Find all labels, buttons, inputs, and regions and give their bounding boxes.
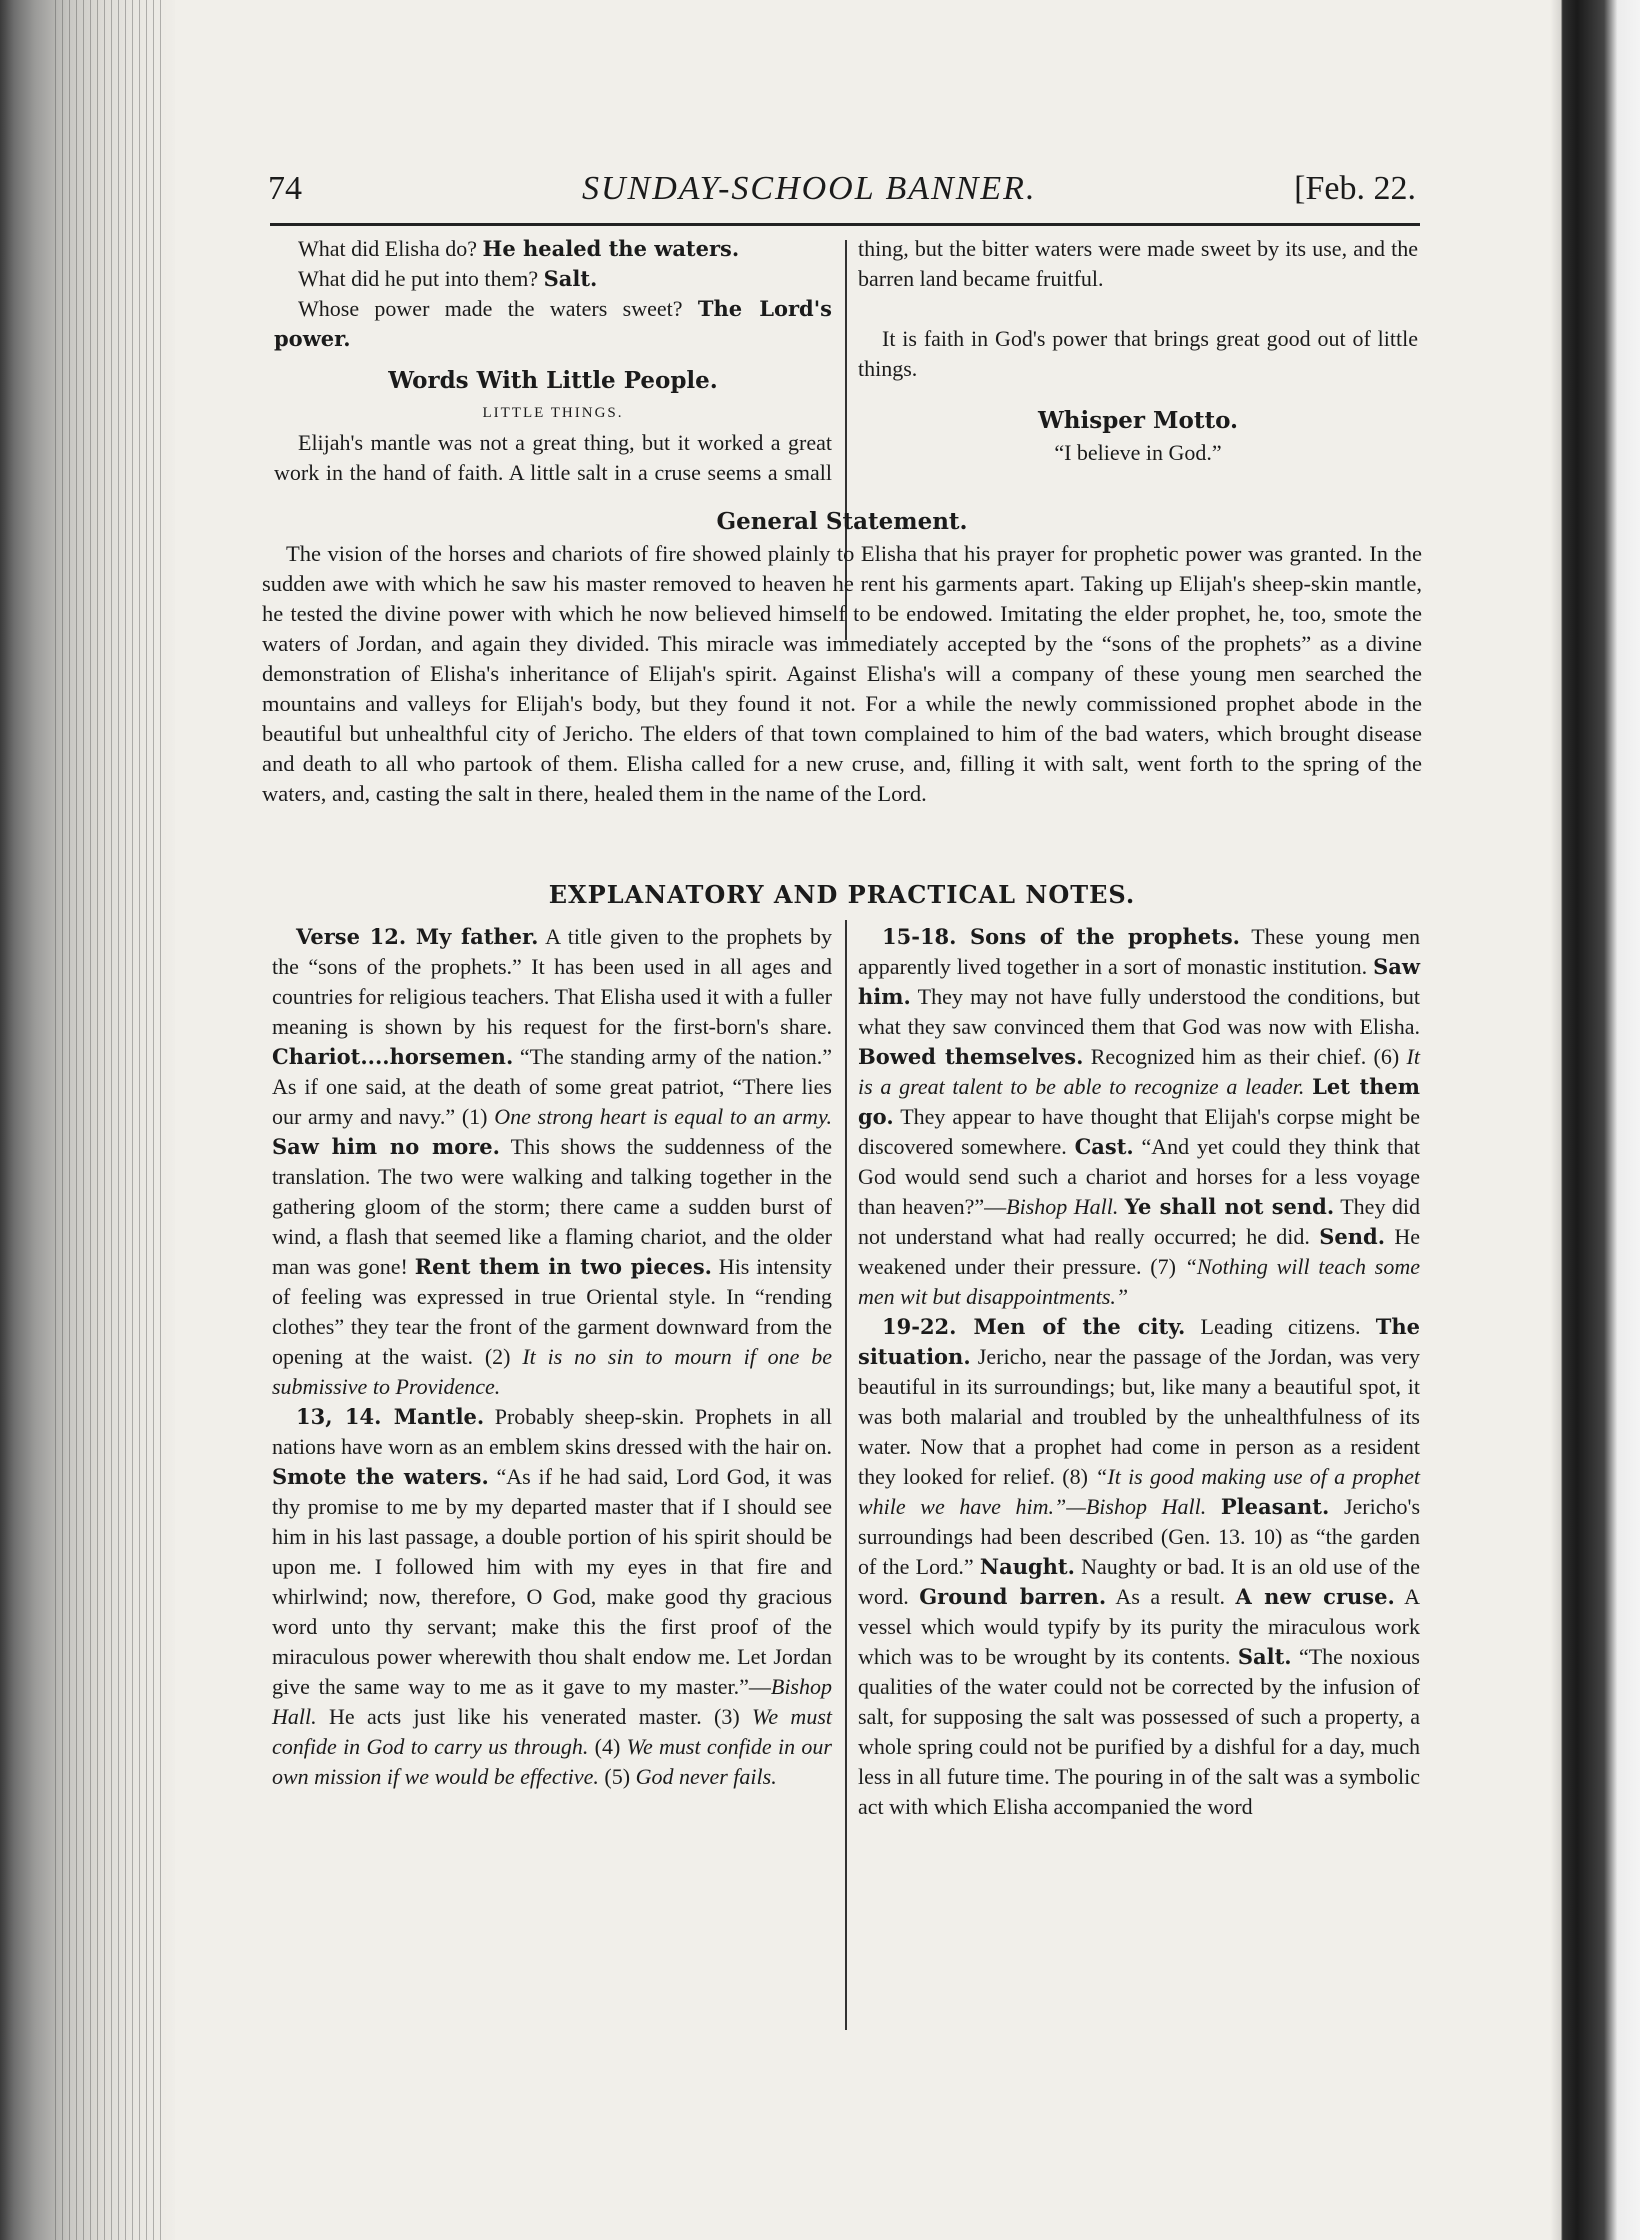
note-keyword: Salt.	[1237, 1644, 1292, 1669]
note-lesson: “Nothing will teach some men wit but disappointments.”	[858, 1254, 1421, 1309]
note-keyword: Naught.	[979, 1554, 1075, 1579]
little-people-heading: Words With Little People.	[388, 367, 718, 394]
book-page	[262, 160, 1422, 2060]
note-paragraph	[272, 922, 832, 1402]
notes-heading: EXPLANATORY AND PRACTICAL NOTES.	[548, 880, 1136, 909]
little-people-subheading: LITTLE THINGS.	[482, 405, 624, 421]
note-keyword: Pleasant.	[1220, 1494, 1330, 1519]
book-right-edge	[1550, 0, 1640, 2240]
note-text: Recognized him as their chief. (6)	[1083, 1044, 1407, 1069]
note-lesson: We must confide in our own mission if we would be effective.	[272, 1734, 832, 1789]
note-keyword: Cast.	[1074, 1134, 1134, 1159]
note-keyword: Saw him no more.	[272, 1134, 500, 1159]
general-statement-text: The vision of the horses and chariots of fire showed plainly to Elisha that his prayer for prophetic power was granted. In the sudden awe with which he saw his master removed to heaven he rent his garments apart. Taking up Elijah's sheep-skin mantle, he tested the divine power with which he now believed himself to be endowed. Imitating the elder prophet, he, too, smote the waters of Jordan, and again they divided. This miracle was immediately accepted by the “sons of the prophets” as a divine demonstration of Elisha's inheritance of Elijah's spirit. Against Elisha's will a company of these young men searched the mountains and valleys for Elijah's body, but they found it not. For a while the newly commissioned prophet abode in the beautiful but unhealthful city of Jericho. The elders of that town complained to him of the bad waters, which brought disease and death to all who partook of them. Elisha called for a new cruse, and, filling it with salt, went forth to the spring of the waters, and, casting the salt in there, healed them in the name of the Lord.	[262, 541, 1422, 806]
note-text: He weakened under their pressure. (7)	[858, 1224, 1421, 1279]
note-lesson: It is no sin to mourn if one be submissive to Providence.	[272, 1344, 832, 1399]
note-lesson: God never fails.	[635, 1764, 777, 1789]
note-keyword: Rent them in two pieces.	[414, 1254, 712, 1279]
note-lesson: Bishop Hall.	[1006, 1194, 1119, 1219]
note-text: Leading citizens.	[1185, 1314, 1376, 1339]
little-people-para-1: Elijah's mantle was not a great thing, but it worked a great work in the hand of faith. A little salt in a cruse seems a small	[274, 430, 832, 485]
note-keyword: 19-22. Men of the city.	[882, 1314, 1186, 1339]
note-text	[1206, 1494, 1221, 1519]
note-keyword: Bowed themselves.	[858, 1044, 1084, 1069]
note-lesson: It is a great talent to be able to recognize a leader.	[858, 1044, 1420, 1099]
note-text: “The noxious qualities of the water could not be corrected by the infusion of salt, for supposing the salt was possessed of such a property, a whole spring could not be purified by a dishful for a day, much less in all future time. The pouring in of the salt was a symbolic act with which Elisha accompanied the word	[858, 1644, 1420, 1819]
qa-item: Whose power made the waters sweet? The Lord's power.	[274, 296, 832, 351]
issue-date: [Feb. 22.	[1294, 170, 1416, 207]
note-text: He acts just like his venerated master. (3)	[316, 1704, 753, 1729]
note-keyword: 13, 14. Mantle.	[296, 1404, 485, 1429]
note-keyword: Send.	[1319, 1224, 1386, 1249]
note-text: Probably sheep-skin. Prophets in all nations have worn as an emblem skins dressed with the hair on.	[272, 1404, 832, 1459]
note-text: Jericho's surroundings had been described (Gen. 13. 10) as “the garden of the Lord.”	[858, 1494, 1421, 1579]
note-text: “As if he had said, Lord God, it was thy promise to me by my departed master that if I should see him in his last passage, a double portion of his spirit should be upon me. I followed him with my eyes in that fire and whirlwind; now, therefore, O God, make good thy gracious word unto thy servant; make this the first proof of the miraculous power wherewith thou shalt endow me. Let Jordan give the same way to me as it gave to my master.”—	[272, 1464, 832, 1699]
top-left-column	[274, 234, 832, 488]
publication-title: SUNDAY-SCHOOL BANNER.	[582, 170, 1037, 207]
note-lesson: Bishop Hall.	[272, 1674, 832, 1729]
note-lesson: “It is good making use of a prophet while we have him.”—Bishop Hall.	[858, 1464, 1420, 1519]
note-paragraph	[858, 922, 1420, 1312]
qa-item: What did Elisha do? He healed the waters.	[298, 236, 740, 261]
note-text: (4)	[588, 1734, 627, 1759]
note-text: (5)	[598, 1764, 636, 1789]
notes-right-column	[858, 922, 1420, 1822]
note-paragraph	[858, 1312, 1420, 1822]
note-paragraph	[272, 1402, 832, 1792]
qa-item: What did he put into them? Salt.	[298, 266, 598, 291]
note-text	[1304, 1074, 1312, 1099]
note-lesson: One strong heart is equal to an army.	[494, 1104, 832, 1129]
note-text: They appear to have thought that Elijah's corpse might be discovered somewhere.	[858, 1104, 1420, 1159]
note-text: They did not understand what had really occurred; he did.	[858, 1194, 1421, 1249]
note-keyword: Let them go.	[858, 1074, 1421, 1129]
note-keyword: Saw him.	[858, 954, 1420, 1009]
little-people-para-2: It is faith in God's power that brings great good out of little things.	[858, 326, 1418, 381]
general-statement-section	[262, 505, 1422, 809]
page-number: 74	[268, 170, 302, 207]
page-stack-lines	[55, 0, 165, 2240]
notes-heading-wrap	[262, 878, 1422, 912]
note-keyword: A new cruse.	[1235, 1584, 1395, 1609]
note-text: These young men apparently lived together in a sort of monastic institution.	[858, 924, 1420, 979]
note-keyword: The situation.	[858, 1314, 1420, 1369]
note-text: This shows the suddenness of the translation. The two were walking and talking together in the gathering gloom of the storm; there came a sudden burst of wind, a flash that seemed like a flaming chariot, and the older man was gone!	[272, 1134, 832, 1279]
note-keyword: Ground barren.	[919, 1584, 1107, 1609]
whisper-motto-heading: Whisper Motto.	[1037, 407, 1239, 434]
top-right-column	[858, 234, 1418, 468]
note-text: His intensity of feeling was expressed in true Oriental style. In “rending clothes” they tear the front of the garment downward from the opening at the waist. (2)	[272, 1254, 832, 1369]
book-binding-edge	[0, 0, 175, 2240]
general-statement-heading: General Statement.	[716, 508, 968, 535]
column-divider-notes	[845, 920, 847, 2030]
note-keyword: Verse 12. My father.	[296, 924, 539, 949]
note-keyword: 15-18. Sons of the prophets.	[882, 924, 1240, 949]
note-keyword: Smote the waters.	[272, 1464, 489, 1489]
note-text: A title given to the prophets by the “sons of the prophets.” It has been used in all ages and countries for religious teachers. That Elisha used it with a fuller meaning is shown by his request for the first-born's share.	[272, 924, 833, 1039]
note-text: “And yet could they think that God would send such a chariot and horses for a less voyage than heaven?”—	[858, 1134, 1421, 1219]
note-text: They may not have fully understood the conditions, but what they saw convinced them that God was now with Elisha.	[858, 984, 1420, 1039]
running-header	[262, 170, 1422, 220]
note-text: Jericho, near the passage of the Jordan, was very beautiful in its surroundings; but, like many a beautiful spot, it was both malarial and troubled by the unhealthfulness of its water. Now that a prophet had come in person as a resident they looked for relief. (8)	[858, 1344, 1420, 1489]
header-rule	[270, 223, 1420, 226]
note-text: A vessel which would typify by its purity the miraculous work which was to be wrought by its contents.	[858, 1584, 1420, 1669]
note-text: “The standing army of the nation.” As if one said, at the death of some great patriot, “There lies our army and navy.” (1)	[272, 1044, 832, 1129]
note-keyword: Ye shall not send.	[1124, 1194, 1335, 1219]
note-keyword: Chariot....horsemen.	[272, 1044, 514, 1069]
notes-left-column	[272, 922, 832, 1792]
note-text: As a result.	[1106, 1584, 1236, 1609]
whisper-motto-text: “I believe in God.”	[1054, 440, 1222, 465]
little-people-para-1-continued	[858, 234, 1418, 324]
note-lesson: We must confide in God to carry us through.	[272, 1704, 832, 1759]
note-text: Naughty or bad. It is an old use of the word.	[858, 1554, 1420, 1609]
continued-text: thing, but the bitter waters were made sweet by its use, and the barren land became fruitful.	[858, 236, 1418, 291]
